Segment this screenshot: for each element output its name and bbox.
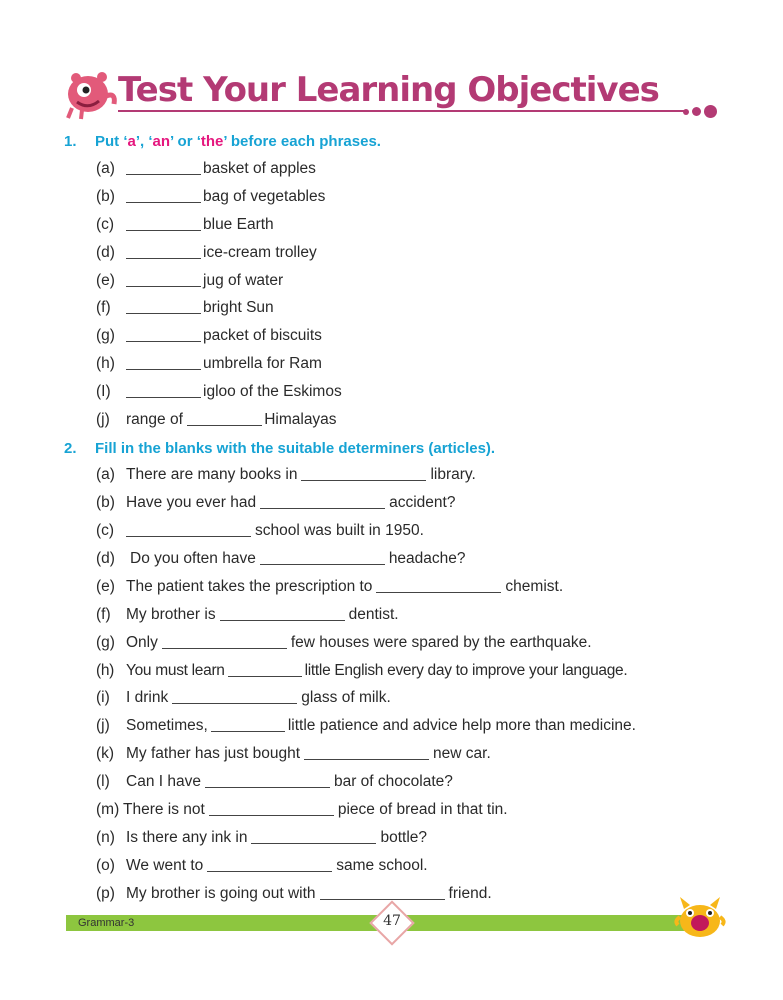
yellow-monster-icon: [674, 895, 726, 939]
answer-blank[interactable]: [211, 717, 285, 732]
answer-blank[interactable]: [209, 801, 334, 816]
answer-blank[interactable]: [304, 745, 429, 760]
answer-blank[interactable]: [126, 160, 201, 175]
book-title: Grammar-3: [78, 917, 135, 929]
answer-blank[interactable]: [126, 522, 251, 537]
answer-blank[interactable]: [260, 494, 385, 509]
answer-blank[interactable]: [162, 634, 287, 649]
section-header: [62, 66, 722, 126]
answer-blank[interactable]: [126, 355, 201, 370]
answer-blank[interactable]: [205, 773, 330, 788]
answer-blank[interactable]: [301, 466, 426, 481]
answer-blank[interactable]: [126, 272, 201, 287]
answer-blank[interactable]: [207, 857, 332, 872]
page-number: 47: [383, 913, 401, 929]
decorative-dots: [680, 103, 717, 117]
answer-blank[interactable]: [220, 606, 345, 621]
page-title: Test Your Learning Objectives: [118, 70, 659, 110]
answer-blank[interactable]: [172, 689, 297, 704]
answer-blank[interactable]: [126, 327, 201, 342]
title-underline: [118, 110, 684, 112]
answer-blank[interactable]: [228, 662, 302, 677]
answer-blank[interactable]: [320, 885, 445, 900]
answer-blank[interactable]: [126, 216, 201, 231]
answer-blank[interactable]: [251, 829, 376, 844]
pink-mascot-icon: [62, 66, 118, 120]
answer-blank[interactable]: [126, 188, 201, 203]
answer-blank[interactable]: [126, 383, 201, 398]
answer-blank[interactable]: [260, 550, 385, 565]
answer-blank[interactable]: [126, 299, 201, 314]
question-2-heading: 2. Fill in the blanks with the suitable determiners (articles).: [64, 440, 496, 457]
answer-blank[interactable]: [126, 244, 201, 259]
question-1-heading: 1. Put ‘a’, ‘an’ or ‘the’ before each phrases.: [64, 133, 381, 150]
answer-blank[interactable]: [187, 411, 262, 426]
answer-blank[interactable]: [376, 578, 501, 593]
